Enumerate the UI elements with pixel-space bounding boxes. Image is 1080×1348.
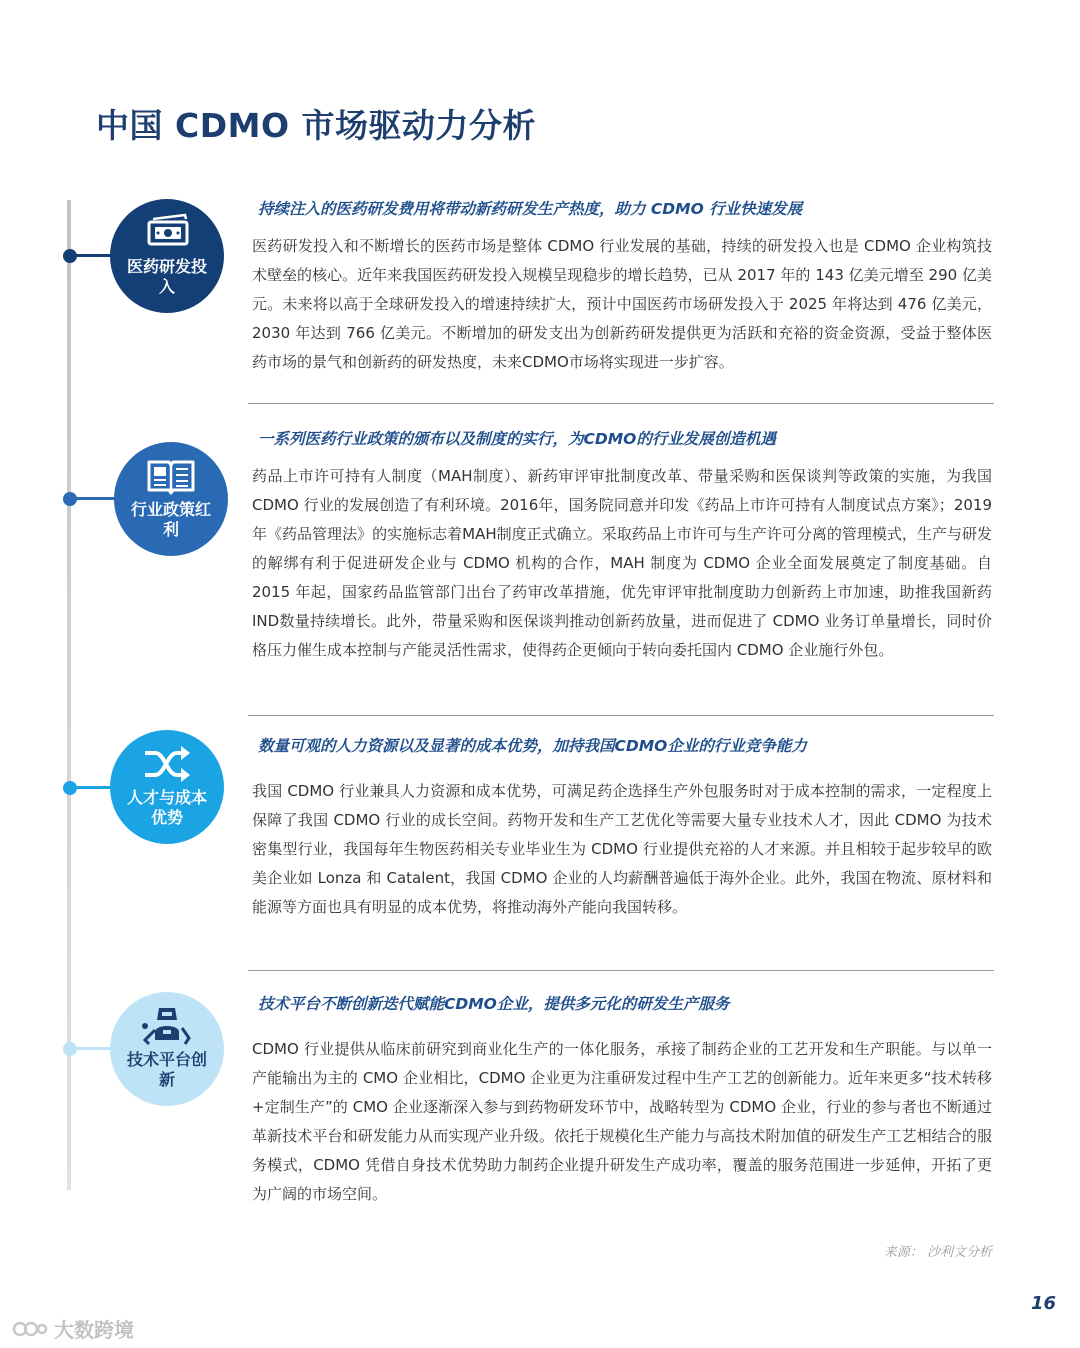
section-body: CDMO 行业提供从临床前研究到商业化生产的一体化服务，承接了制药企业的工艺开发和生产职能。与以单一产能输出为主的 CMO 企业相比，CDMO 企业更为注重研发过程中生产工艺的创新能力。近年来更多“技术转移+定制生产”的 CMO 企业逐渐深入参与到药物研发环节中，战略转型为 CDMO 企业，行业的参与者也不断通过革新技术平台和研发能力从而实现产业升级。依托于规模化生产能力与高技术附加值的研发生产工艺相结合的服务模式，CDMO 凭借自身技术优势助力制药企业提升研发生产成功率，覆盖的服务范围进一步延伸，开拓了更为广阔的市场空间。: [252, 1040, 992, 1203]
section-heading: 一系列医药行业政策的颁布以及制度的实行，为CDMO的行业发展创造机遇: [258, 430, 776, 448]
section-heading: 技术平台不断创新迭代赋能CDMO企业，提供多元化的研发生产服务: [258, 995, 730, 1013]
driver-label: 人才与成本优势: [126, 788, 207, 827]
section-tech-platform: [252, 993, 992, 1209]
driver-circle-tech-platform: [110, 992, 224, 1106]
section-divider: [248, 715, 994, 716]
section-divider: [248, 970, 994, 971]
shuffle-icon: [141, 744, 193, 784]
watermark-logo-icon: [12, 1318, 48, 1340]
section-body: 我国 CDMO 行业兼具人力资源和成本优势，可满足药企选择生产外包服务时对于成本控制的需求，一定程度上保障了我国 CDMO 行业的成长空间。药物开发和生产工艺优化等需要大量专业技术人才，因此 CDMO 为技术密集型行业，我国每年生物医药相关专业毕业生为 CDMO 行业提供充裕的人才来源。并且相较于起步较早的欧美企业如 Lonza 和 Catalent，我国 CDMO 企业的人均薪酬普遍低于海外企业。此外，我国在物流、原材料和能源等方面也具有明显的成本优势，将推动海外产能向我国转移。: [252, 782, 992, 916]
section-policy: [252, 428, 992, 665]
section-body: 医药研发投入和不断增长的医药市场是整体 CDMO 行业发展的基础，持续的研发投入也是 CDMO 企业构筑技术壁垒的核心。近年来我国医药研发投入规模呈现稳步的增长趋势，已从 2017 年的 143 亿美元增至 290 亿美元。未来将以高于全球研发投入的增速持续扩大，预计中国医药市场研发投入于 2025 年将达到 476 亿美元，2030 年达到 766 亿美元。不断增加的研发支出为创新药研发提供更为活跃和充裕的资金资源，受益于整体医药市场的景气和创新药的研发热度，未来CDMO市场将实现进一步扩容。: [252, 237, 992, 371]
driver-circle-talent-cost: [110, 730, 224, 844]
source-note: 来源： 沙利文分析: [883, 1245, 992, 1260]
money-icon: [141, 213, 193, 253]
timeline-connector: [70, 1047, 114, 1050]
driver-circle-rd-investment: [110, 199, 224, 313]
driver-label: 医药研发投入: [126, 257, 207, 296]
book-icon: [145, 456, 197, 496]
watermark-text: 大数跨境: [54, 1318, 134, 1342]
page-number: 16: [1030, 1293, 1056, 1314]
section-heading: 持续注入的医药研发费用将带动新药研发生产热度，助力 CDMO 行业快速发展: [258, 200, 803, 218]
driver-circle-policy: [114, 442, 228, 556]
driver-label: 技术平台创新: [126, 1050, 207, 1089]
page-title: 中国 CDMO 市场驱动力分析: [96, 106, 536, 145]
section-heading: 数量可观的人力资源以及显著的成本优势，加持我国CDMO企业的行业竞争能力: [258, 737, 807, 755]
timeline-connector: [70, 254, 114, 257]
section-body: 药品上市许可持有人制度（MAH制度）、新药审评审批制度改革、带量采购和医保谈判等政策的实施，为我国 CDMO 行业的发展创造了有利环境。2016年，国务院同意并印发《药品上市许可持有人制度试点方案》；2019 年《药品管理法》的实施标志着MAH制度正式确立。采取药品上市许可与生产许可分离的管理模式，生产与研发的解绑有利于促进研发企业与 CDMO 机构的合作，MAH 制度为 CDMO 企业全面发展奠定了制度基础。自 2015 年起，国家药品监管部门出台了药审改革措施，优先审评审批制度助力创新药上市加速，助推我国新药IND数量持续增长。此外，带量采购和医保谈判推动创新药放量，进而促进了 CDMO 业务订单量增长，同时价格压力催生成本控制与产能灵活性需求，使得药企更倾向于转向委托国内 CDMO 企业施行外包。: [252, 467, 992, 659]
section-talent-cost: [252, 735, 992, 922]
section-rd-investment: [252, 198, 992, 377]
watermark: [12, 1314, 134, 1343]
timeline-connector: [70, 786, 114, 789]
driver-label: 行业政策红利: [130, 500, 211, 539]
timeline-connector: [70, 497, 118, 500]
section-divider: [248, 403, 994, 404]
welder-icon: [141, 1006, 193, 1046]
